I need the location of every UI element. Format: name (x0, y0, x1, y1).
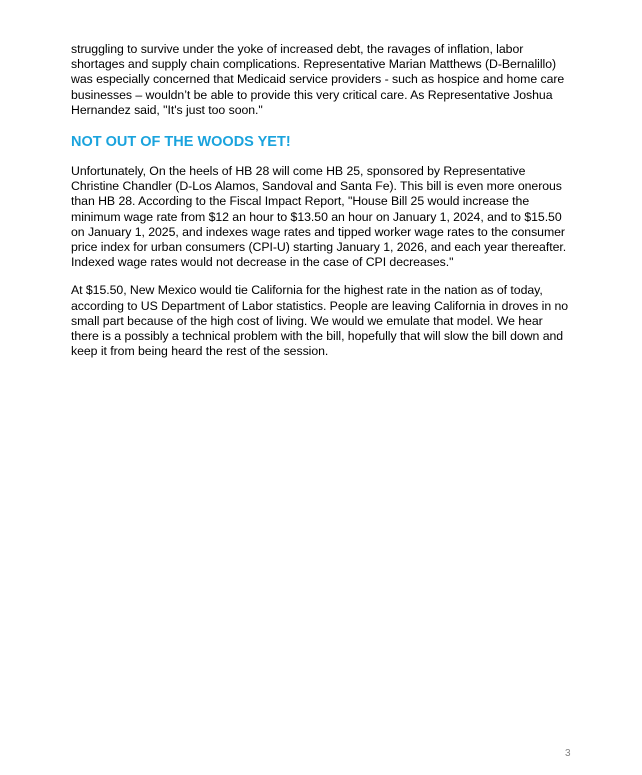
section-heading: NOT OUT OF THE WOODS YET! (71, 134, 291, 151)
document-page (71, 42, 571, 359)
paragraph-spacer (71, 270, 571, 283)
body-paragraph-2: At $15.50, New Mexico would tie California for the highest rate in the nation as of today, according to US Department of Labor statistics. People are leaving California in droves in no small part because of the high cost of living. We would we emulate that model. We hear there is a possibly a technical problem with the bill, hopefully that will slow the bill down and keep it from being heard the rest of the session. (71, 283, 569, 359)
intro-paragraph: struggling to survive under the yoke of increased debt, the ravages of inflation, labor shortages and supply chain complications. Representative Marian Matthews (D-Bernalillo) was especially concerned that Medicaid service providers - such as hospice and home care businesses – wouldn’t be able to provide this very critical care. As Representative Joshua Hernandez said, "It's just too soon." (71, 42, 565, 117)
body-paragraph-1: Unfortunately, On the heels of HB 28 will come HB 25, sponsored by Representative Christine Chandler (D-Los Alamos, Sandoval and Santa Fe). This bill is even more onerous than HB 28. According to the Fiscal Impact Report, "House Bill 25 would increase the minimum wage rate from $12 an hour to $13.50 an hour on January 1, 2024, and to $15.50 on January 1, 2025, and indexes wage rates and tipped worker wage rates to the consumer price index for urban consumers (CPI-U) starting January 1, 2026, and each year thereafter. Indexed wage rates would not decrease in the case of CPI decreases." (71, 164, 567, 270)
page-number: 3 (565, 748, 571, 759)
